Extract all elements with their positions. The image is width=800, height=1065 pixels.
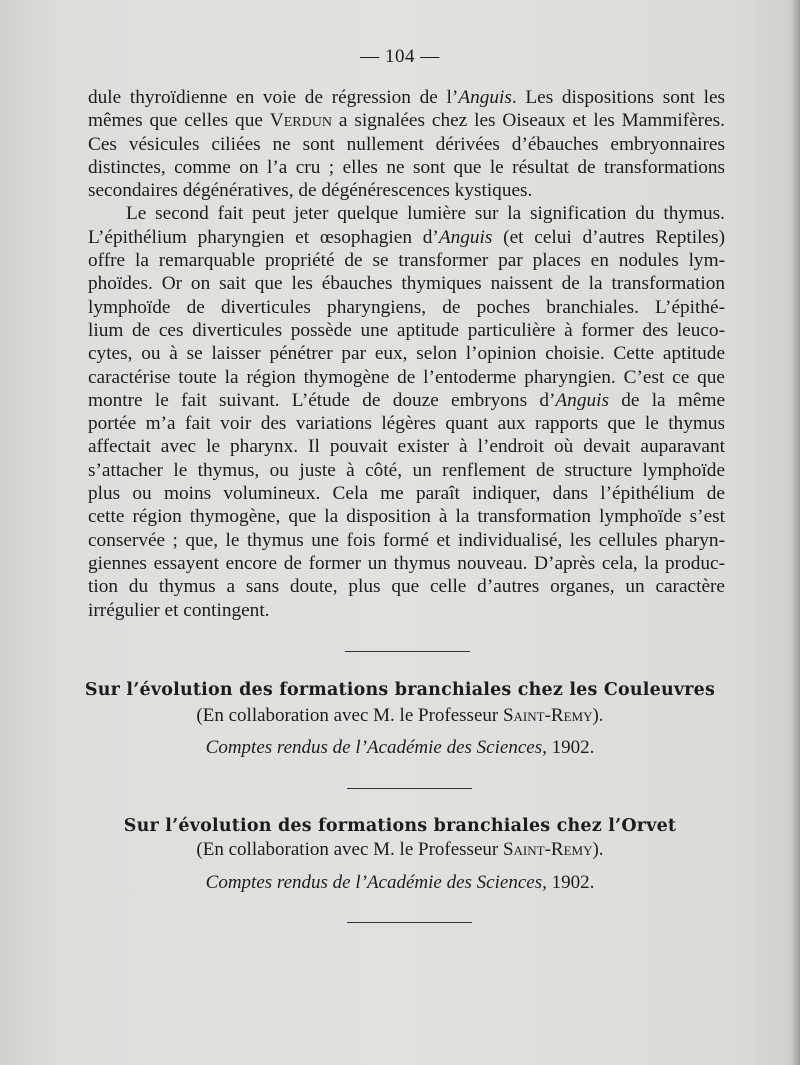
text-line: distinctes, comme on l’a cru ; elles ne sont que le résultat de transformations — [88, 156, 725, 178]
page-edge-shadow — [790, 0, 800, 1065]
text-line: s’attacher le thymus, ou juste à côté, un renflement de structure lymphoïde — [88, 459, 725, 481]
text-line: plus ou moins volumineux. Cela me paraît indiquer, dans l’épithélium de — [88, 483, 725, 505]
text-line: Le second fait peut jeter quelque lumière sur la signification du thymus. — [126, 203, 725, 225]
text-line: portée m’a fait voir des variations légères quant aux rapports que le thymus — [88, 413, 725, 435]
text-line: offre la remarquable propriété de se transformer par places en nodules lym- — [88, 250, 725, 272]
text-line: lium de ces diverticules possède une aptitude particulière à former des leuco- — [88, 319, 725, 341]
text-line: irrégulier et contingent. — [88, 599, 270, 621]
separator-rule — [345, 651, 470, 652]
separator-rule — [347, 922, 472, 923]
text-line: secondaires dégénératives, de dégénérescences kystiques. — [88, 180, 533, 202]
text-line: cytes, ou à se laisser pénétrer par eux, selon l’opinion choisie. Cette aptitude — [88, 343, 725, 365]
text-line: mêmes que celles que Verdun a signalées chez les Oiseaux et les Mammifères. — [88, 110, 725, 132]
text-line: giennes essayent encore de former un thymus nouveau. D’après cela, la produc- — [88, 552, 725, 574]
entry-title: Sur l’évolution des formations branchiales chez les Couleuvres — [84, 680, 716, 700]
text-line: affectait avec le pharynx. Il pouvait exister à l’endroit où devait auparavant — [88, 436, 725, 458]
text-line: conservée ; que, le thymus une fois formé et individualisé, les cellules pharyn- — [88, 529, 725, 551]
text-line: phoïdes. Or on sait que les ébauches thymiques naissent de la transformation — [88, 273, 725, 295]
text-line: L’épithélium pharyngien et œsophagien d’Anguis (et celui d’autres Reptiles) — [88, 226, 725, 248]
entry-collaboration: (En collaboration avec M. le Professeur Saint-Remy). — [196, 839, 604, 860]
entry-source: Comptes rendus de l’Académie des Sciences, 1902. — [205, 872, 595, 893]
body-text — [88, 86, 725, 622]
text-line: tion du thymus a sans doute, plus que celle d’autres organes, un caractère — [88, 576, 725, 598]
text-line: Ces vésicules ciliées ne sont nullement dérivées d’ébauches embryonnaires — [88, 133, 725, 155]
text-line: caractérise toute la région thymogène de l’entoderme pharyngien. C’est ce que — [88, 366, 725, 388]
separator-rule — [347, 788, 472, 789]
page-number: — 104 — — [360, 46, 440, 67]
text-line: lymphoïde de diverticules pharyngiens, de poches branchiales. L’épithé- — [88, 296, 725, 318]
text-line: montre le fait suivant. L’étude de douze embryons d’Anguis de la même — [88, 389, 725, 411]
text-line: cette région thymogène, que la disposition à la transformation lymphoïde s’est — [88, 506, 725, 528]
text-line: dule thyroïdienne en voie de régression de l’Anguis. Les dispositions sont les — [88, 87, 726, 108]
entry-source: Comptes rendus de l’Académie des Sciences, 1902. — [205, 737, 595, 758]
entry-collaboration: (En collaboration avec M. le Professeur Saint-Remy). — [196, 705, 604, 726]
entry-title: Sur l’évolution des formations branchiales chez l’Orvet — [123, 816, 677, 836]
